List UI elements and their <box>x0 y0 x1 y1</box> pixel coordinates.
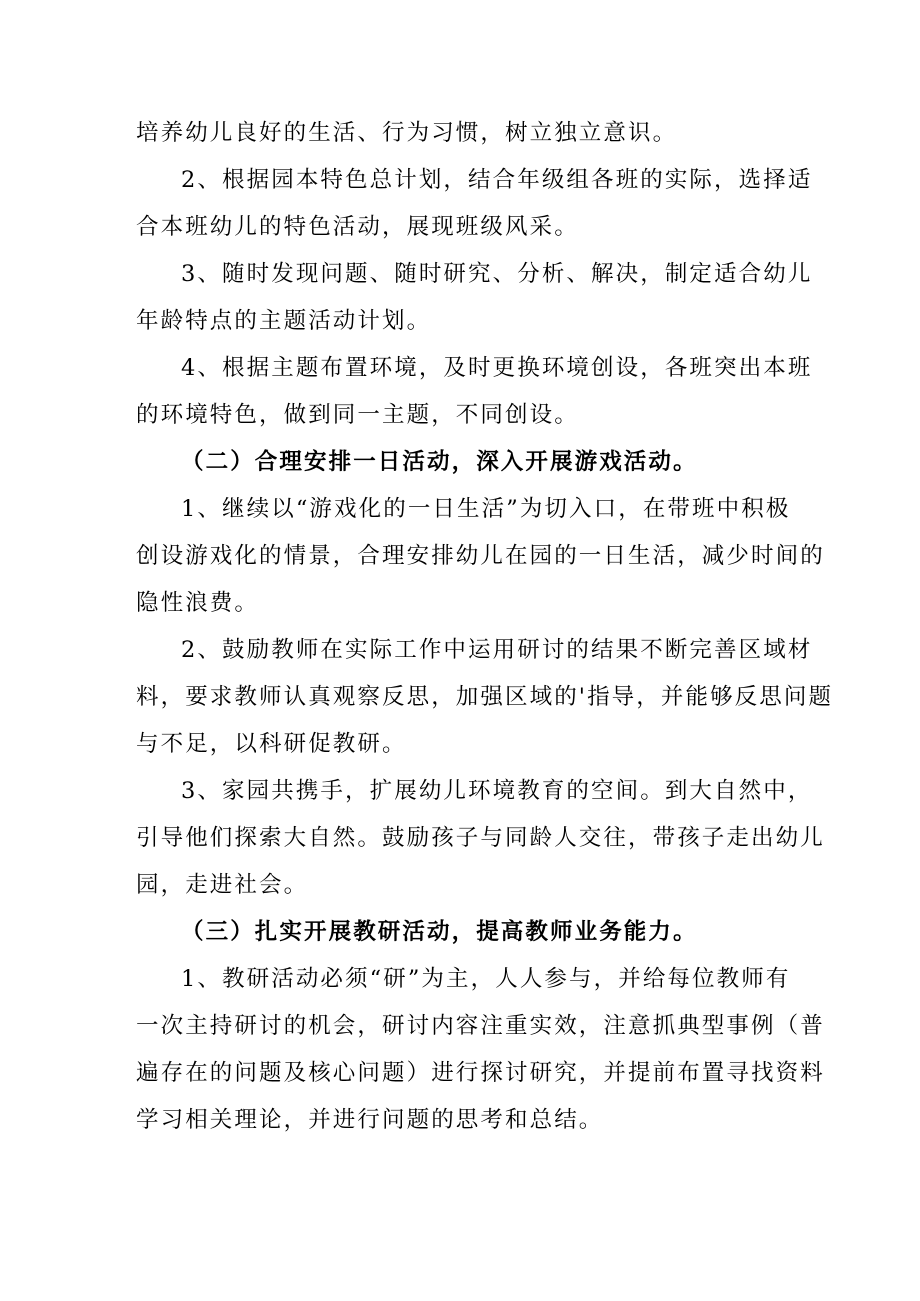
paragraph-first-line: 4、根据主题布置环境，及时更换环境创设，各班突出本班 <box>181 355 813 381</box>
text-line: 学习相关理论，并进行问题的思考和总结。 <box>136 1107 604 1133</box>
paragraph-first-line: 2、根据园本特色总计划，结合年级组各班的实际，选择适 <box>181 167 813 193</box>
text-line: 合本班幼儿的特色活动，展现班级风采。 <box>136 214 579 240</box>
text-line: 遍存在的问题及核心问题）进行探讨研究，并提前布置寻找资料 <box>136 1060 825 1086</box>
text-line: 隐性浪费。 <box>136 590 260 616</box>
text-line: 引导他们探索大自然。鼓励孩子与同龄人交往，带孩子走出幼儿 <box>136 825 825 851</box>
document-body <box>136 110 834 1144</box>
paragraph-first-line: 1、继续以“游戏化的一日生活”为切入口，在带班中积极 <box>181 496 791 522</box>
paragraph-first-line: 2、鼓励教师在实际工作中运用研讨的结果不断完善区域材 <box>181 637 813 663</box>
paragraph-first-line: 3、家园共携手，扩展幼儿环境教育的空间。到大自然中， <box>181 778 813 804</box>
text-line: 一次主持研讨的机会，研讨内容注重实效，注意抓典型事例（普 <box>136 1013 825 1039</box>
text-line: 料，要求教师认真观察反思，加强区域的'指导，并能够反思问题 <box>136 684 834 710</box>
text-line: 的环境特色，做到同一主题，不同创设。 <box>136 402 579 428</box>
paragraph-first-line: 3、随时发现问题、随时研究、分析、解决，制定适合幼儿 <box>181 261 813 287</box>
text-line: 年龄特点的主题活动计划。 <box>136 308 432 334</box>
text-line: 培养幼儿良好的生活、行为习惯，树立独立意识。 <box>136 120 678 146</box>
text-line: 创设游戏化的情景，合理安排幼儿在园的一日生活，减少时间的 <box>136 543 825 569</box>
paragraph-first-line: 1、教研活动必须“研”为主，人人参与，并给每位教师有 <box>181 966 791 992</box>
section-heading: （二）合理安排一日活动，深入开展游戏活动。 <box>181 449 698 475</box>
section-heading: （三）扎实开展教研活动，提高教师业务能力。 <box>181 919 698 945</box>
text-line: 园，走进社会。 <box>136 872 309 898</box>
text-line: 与不足，以科研促教研。 <box>136 731 407 757</box>
